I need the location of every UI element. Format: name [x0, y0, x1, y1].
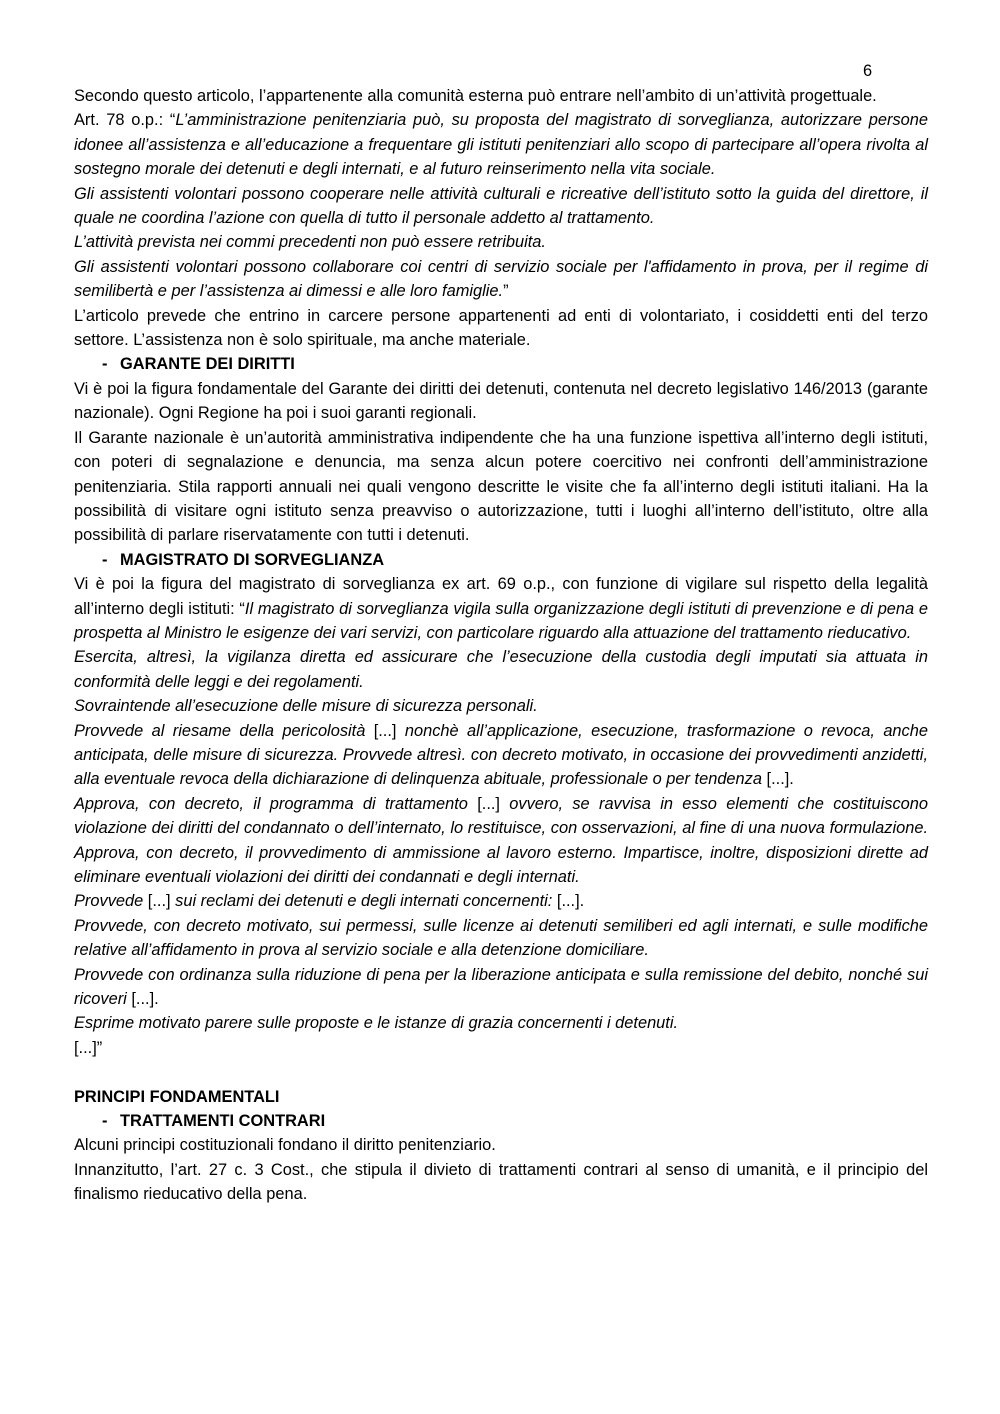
art78-comma-1: L’amministrazione penitenziaria può, su proposta del magistrato di sorveglianza, autorizzare persone idonee all’assistenza e all’educazione a frequentare gli istituti penitenziari allo scopo di partecipare all’opera rivolta al sostegno morale dei detenuti e degli internati, e al futuro reinserimento nella vita sociale.	[74, 111, 928, 179]
art69-comma-4: Provvede al riesame della pericolosità [...] nonchè all’applicazione, esecuzione, trasformazione o revoca, anche anticipata, delle misure di sicurezza. Provvede altresì. con decreto motivato, in occasione dei provvedimenti anzidetti, alla eventuale revoca della dichiarazione di delinquenza abituale, professionale o per tendenza [...].	[74, 721, 928, 789]
art69-comma-2: Esercita, altresì, la vigilanza diretta ed assicurare che l’esecuzione della custodia degli imputati sia attuata in conformità delle leggi e dei regolamenti.	[74, 648, 928, 691]
heading-dash: -	[102, 355, 108, 374]
art69-comma-8: Provvede con ordinanza sulla riduzione di pena per la liberazione anticipata e sulla remissione del debito, nonché sui ricoveri [...].	[74, 965, 928, 1009]
art69-close: [...]”	[74, 1038, 103, 1057]
paragraph-garante-2: Il Garante nazionale è un’autorità amministrativa indipendente che ha una funzione ispettiva all’interno degli istituti, con poteri di segnalazione e denuncia, ma senza alcun potere coercitivo nei confronti dell’amministrazione penitenziaria. Stila rapporti annuali nei quali vengono descritte le visite che fa all’interno degli istituti italiani. Ha la possibilità di visitare ogni istituto senza preavviso o autorizzazione, tutti i luoghi all’interno dell’istituto, oltre alla possibilità di parlare riservatamente con tutti i detenuti.	[74, 428, 928, 545]
heading-dash: -	[102, 1112, 108, 1131]
art69-comma-6: Provvede [...] sui reclami dei detenuti e degli internati concernenti: [...].	[74, 892, 585, 911]
paragraph-principi-1: Alcuni principi costituzionali fondano il diritto penitenziario.	[74, 1136, 496, 1155]
page-number: 6	[863, 62, 873, 80]
art69-comma-1: Il magistrato di sorveglianza vigila sulla organizzazione degli istituti di prevenzione e di pena e prospetta al Ministro le esigenze dei vari servizi, con particolare riguardo alla attuazione del trattamento rieducativo.	[74, 599, 928, 642]
art69-comma-7: Provvede, con decreto motivato, sui permessi, sulle licenze ai detenuti semiliberi ed agli internati, e sulle modifiche relative all’affidamento in prova al servizio sociale e alla detenzione domiciliare.	[74, 916, 928, 960]
heading-magistrato: - MAGISTRATO DI SORVEGLIANZA	[74, 548, 928, 572]
paragraph-principi-2: Innanzitutto, l’art. 27 c. 3 Cost., che stipula il divieto di trattamenti contrari al senso di umanità, e il principio del finalismo rieducativo della pena.	[74, 1160, 928, 1204]
art78-comma-3: L’attività prevista nei commi precedenti non può essere retribuita.	[74, 233, 546, 252]
blank-line	[74, 1060, 928, 1084]
art78-comma-4: Gli assistenti volontari possono collaborare coi centri di servizio sociale per l'affidamento in prova, per il regime di semilibertà e per l’assistenza ai dimessi e alle loro famiglie.”	[74, 257, 928, 301]
art69-quote	[74, 572, 928, 645]
heading-garante: - GARANTE DEI DIRITTI	[74, 352, 928, 376]
art78-comma-2: Gli assistenti volontari possono cooperare nelle attività culturali e ricreative dell’istituto sotto la guida del direttore, il quale ne coordina l’azione con quella di tutto il personale addetto al trattamento.	[74, 184, 928, 228]
paragraph-garante-1: Vi è poi la figura fondamentale del Garante dei diritti dei detenuti, contenuta nel decreto legislativo 146/2013 (garante nazionale). Ogni Regione ha poi i suoi garanti regionali.	[74, 379, 928, 423]
heading-dash: -	[102, 550, 108, 569]
art69-comma-3: Sovraintende all’esecuzione delle misure di sicurezza personali.	[74, 697, 538, 716]
art78-quote	[74, 108, 928, 181]
art69-comma-5: Approva, con decreto, il programma di trattamento [...] ovvero, se ravvisa in esso elementi che costituiscono violazione dei diritti del condannato o dell’internato, lo restituisce, con osservazioni, al fine di una nuova formulazione. Approva, con decreto, il provvedimento di ammissione al lavoro esterno. Impartisce, inoltre, disposizioni dirette ad eliminare eventuali violazioni dei diritti dei condannati e degli internati.	[74, 794, 928, 886]
paragraph-intro: Secondo questo articolo, l’appartenente alla comunità esterna può entrare nell’ambito di un’attività progettuale.	[74, 87, 877, 105]
heading-trattamenti: - TRATTAMENTI CONTRARI	[74, 1109, 928, 1133]
heading-principi: PRINCIPI FONDAMENTALI	[74, 1087, 280, 1106]
art69-comma-9: Esprime motivato parere sulle proposte e le istanze di grazia concernenti i detenuti.	[74, 1014, 679, 1033]
art69-intro: Vi è poi la figura del magistrato di sorveglianza ex art. 69 o.p., con funzione di vigilare sul rispetto della legalità all’interno degli istituti: “	[74, 575, 928, 618]
art78-intro: Art. 78 o.p.: “	[74, 111, 176, 130]
art78-close: ”	[503, 282, 509, 301]
page-content	[74, 84, 928, 1207]
paragraph-volontariato: L’articolo prevede che entrino in carcere persone appartenenti ad enti di volontariato, i cosiddetti enti del terzo settore. L’assistenza non è solo spirituale, ma anche materiale.	[74, 306, 928, 350]
